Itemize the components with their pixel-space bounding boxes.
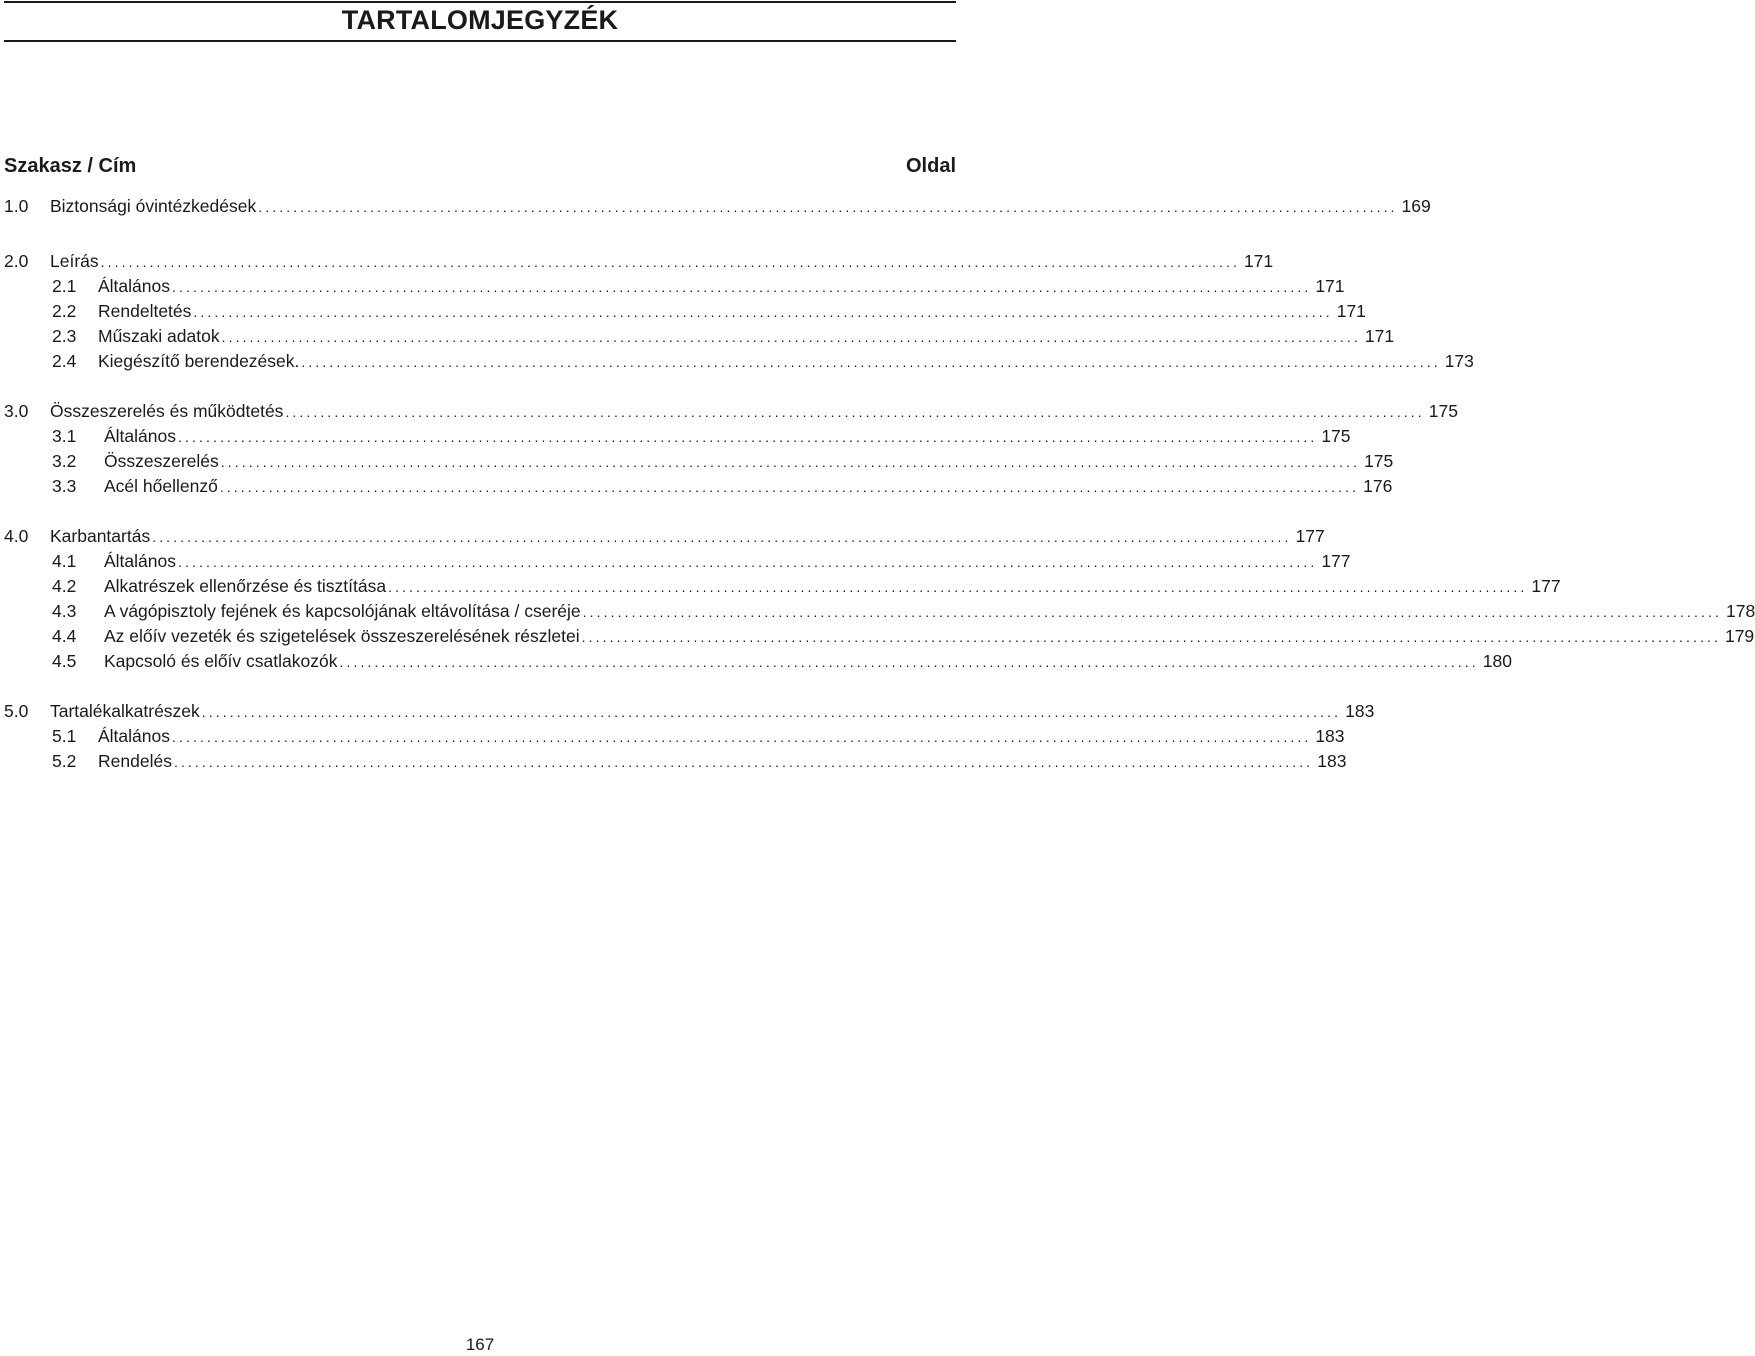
dot-leader: ................................................................................................................................................................... xyxy=(173,754,1314,770)
toc-entry-number: 3.1 xyxy=(52,426,77,446)
dot-leader: ................................................................................................................................................................... xyxy=(193,304,1333,320)
dot-leader: ................................................................................................................................................................... xyxy=(388,579,1528,595)
toc-header-section-title: Szakasz / Cím xyxy=(4,155,137,177)
toc-entry[interactable] xyxy=(4,525,1325,547)
toc-entry-title: Műszaki adatok xyxy=(98,326,220,346)
toc-entry[interactable] xyxy=(52,725,1345,747)
toc-entry[interactable] xyxy=(52,625,1755,647)
dot-leader: ................................................................................................................................................................... xyxy=(582,604,1722,620)
toc-entry-title: Tartalékalkatrészek xyxy=(50,701,200,721)
toc-entry[interactable] xyxy=(52,425,1351,447)
toc-entry-page: 175 xyxy=(1428,401,1458,421)
toc-entry-title: Általános xyxy=(104,551,176,571)
toc-entry-page: 173 xyxy=(1444,351,1474,371)
page-title: TARTALOMJEGYZÉK xyxy=(341,5,619,35)
title-rule-bottom xyxy=(4,40,956,42)
toc-entry-number: 1.0 xyxy=(4,196,29,216)
toc-entry-page: 183 xyxy=(1345,701,1375,721)
toc-entry-page: 183 xyxy=(1315,726,1345,746)
toc-entry[interactable] xyxy=(52,600,1755,622)
dot-leader: ................................................................................................................................................................... xyxy=(172,279,1312,295)
toc-entry-number: 4.5 xyxy=(52,651,77,671)
toc-entry-number: 2.1 xyxy=(52,276,77,296)
toc-entry-title: Alkatrészek ellenőrzése és tisztítása xyxy=(104,576,387,596)
toc-entry[interactable] xyxy=(52,550,1351,572)
toc-entry-number: 3.0 xyxy=(4,401,29,421)
dot-leader: ................................................................................................................................................................... xyxy=(581,629,1721,645)
toc-entry-title: Általános xyxy=(98,276,170,296)
toc-entry[interactable] xyxy=(52,275,1345,297)
toc-entry-number: 4.4 xyxy=(52,626,77,646)
toc-entry[interactable] xyxy=(4,250,1274,272)
dot-leader: ................................................................................................................................................................... xyxy=(221,329,1361,345)
toc-entry[interactable] xyxy=(4,400,1458,422)
toc-entry-page: 179 xyxy=(1724,626,1755,646)
toc-entry-page: 183 xyxy=(1317,751,1347,771)
toc-entry-page: 175 xyxy=(1364,451,1394,471)
toc-entry-title: Rendeltetés xyxy=(98,301,192,321)
toc-entry[interactable] xyxy=(52,475,1393,497)
toc-entry-page: 171 xyxy=(1336,301,1366,321)
toc-entry-title: Biztonsági óvintézkedések xyxy=(50,196,257,216)
toc-entry[interactable] xyxy=(52,450,1394,472)
toc-entry[interactable] xyxy=(52,650,1512,672)
toc-header xyxy=(4,155,956,183)
toc-entry-page: 177 xyxy=(1295,526,1325,546)
dot-leader: ................................................................................................................................................................... xyxy=(285,404,1425,420)
dot-leader: ................................................................................................................................................................... xyxy=(220,454,1361,470)
toc-entry[interactable] xyxy=(4,195,1431,217)
toc-entry-title: Kiegészítő berendezések. xyxy=(98,351,300,371)
toc-entry-number: 4.2 xyxy=(52,576,77,596)
dot-leader: ................................................................................................................................................................... xyxy=(201,704,1342,720)
toc-entry[interactable] xyxy=(52,300,1366,322)
dot-leader: ................................................................................................................................................................... xyxy=(339,654,1479,670)
toc-entry-number: 2.0 xyxy=(4,251,29,271)
toc-entry-number: 2.2 xyxy=(52,301,77,321)
toc-entry-number: 2.4 xyxy=(52,351,77,371)
toc-entry-number: 4.3 xyxy=(52,601,77,621)
toc-entry-title: Az előív vezeték és szigetelések összeszerelésének részletei xyxy=(104,626,580,646)
dot-leader: ................................................................................................................................................................... xyxy=(178,429,1318,445)
toc-entry-title: Leírás xyxy=(50,251,99,271)
toc-entry-number: 2.3 xyxy=(52,326,77,346)
dot-leader: ................................................................................................................................................................... xyxy=(178,554,1318,570)
toc-entry-title: Rendelés xyxy=(98,751,172,771)
toc-entry-number: 5.2 xyxy=(52,751,77,771)
toc-entry-title: A vágópisztoly fejének és kapcsolójának eltávolítása / cseréje xyxy=(104,601,581,621)
toc-entry[interactable] xyxy=(52,325,1395,347)
toc-entry[interactable] xyxy=(52,750,1347,772)
toc-entry-page: 180 xyxy=(1482,651,1512,671)
toc-entry-page: 178 xyxy=(1725,601,1755,621)
toc-entry[interactable] xyxy=(52,350,1474,372)
toc-entry-number: 4.1 xyxy=(52,551,77,571)
toc-entry-page: 171 xyxy=(1315,276,1345,296)
toc-entry-title: Kapcsoló és előív csatlakozók xyxy=(104,651,338,671)
toc-entry-number: 5.1 xyxy=(52,726,77,746)
toc-entry-number: 3.3 xyxy=(52,476,77,496)
toc-entry-number: 5.0 xyxy=(4,701,29,721)
dot-leader: ................................................................................................................................................................... xyxy=(219,479,1360,495)
toc-entry-title: Acél hőellenző xyxy=(104,476,218,496)
toc-entry-title: Általános xyxy=(104,426,176,446)
dot-leader: ................................................................................................................................................................... xyxy=(100,254,1240,270)
toc-entry-page: 177 xyxy=(1531,576,1561,596)
toc-entry-number: 4.0 xyxy=(4,526,29,546)
toc-entry[interactable] xyxy=(4,700,1375,722)
dot-leader: ................................................................................................................................................................... xyxy=(172,729,1312,745)
toc-entry-page: 169 xyxy=(1401,196,1431,216)
toc-entry-title: Karbantartás xyxy=(50,526,151,546)
dot-leader: ................................................................................................................................................................... xyxy=(258,199,1398,215)
toc-entry-title: Általános xyxy=(98,726,170,746)
toc-entry-number: 3.2 xyxy=(52,451,77,471)
toc-entry[interactable] xyxy=(52,575,1561,597)
toc-entry-page: 176 xyxy=(1363,476,1393,496)
toc-entry-page: 175 xyxy=(1321,426,1351,446)
toc-header-page-column: Oldal xyxy=(905,155,956,177)
toc-entry-title: Összeszerelés xyxy=(104,451,219,471)
toc-entry-page: 171 xyxy=(1243,251,1274,271)
dot-leader: ................................................................................................................................................................... xyxy=(152,529,1292,545)
toc-entry-page: 171 xyxy=(1364,326,1395,346)
page-number: 167 xyxy=(465,1335,495,1354)
toc-entry-title: Összeszerelés és működtetés xyxy=(50,401,284,421)
toc-entry-page: 177 xyxy=(1321,551,1351,571)
dot-leader: ................................................................................................................................................................... xyxy=(301,354,1441,370)
